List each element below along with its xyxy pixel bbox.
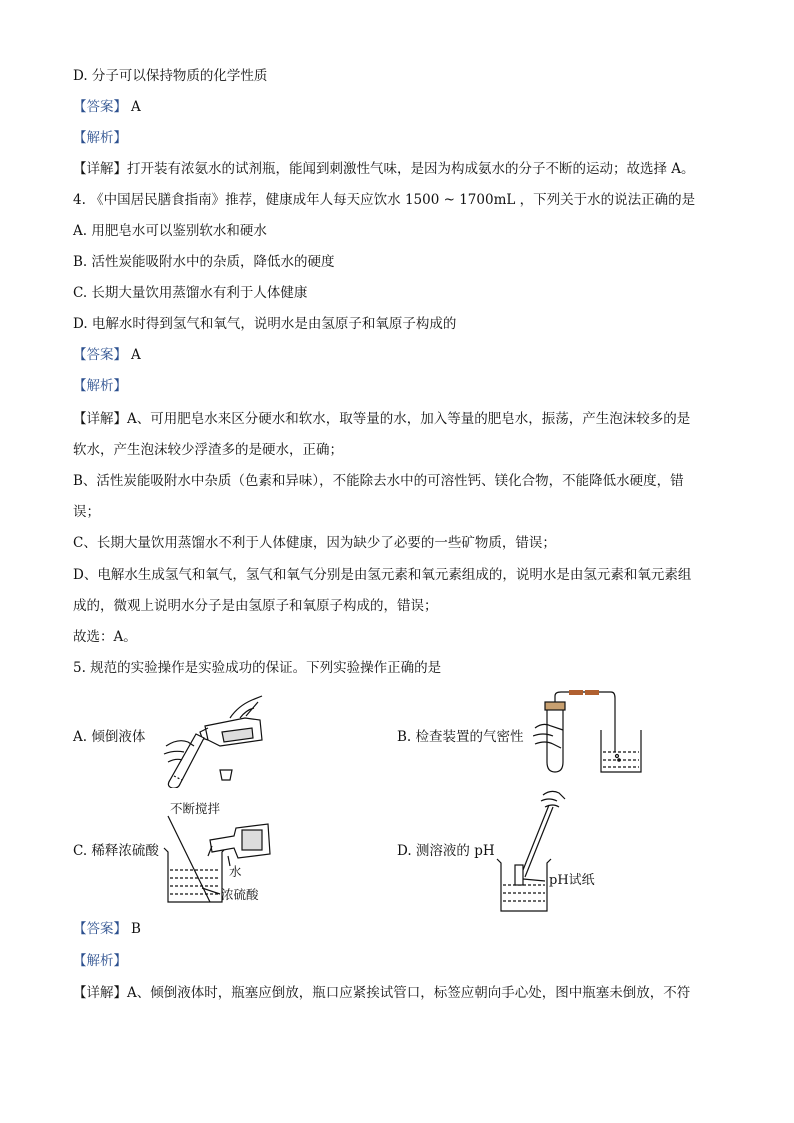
answer-value: A [131, 347, 141, 363]
analysis-tag: 【解析】 [73, 378, 127, 394]
detail-row [73, 160, 695, 178]
water-label: 水 [229, 864, 242, 879]
analysis-tag: 【解析】 [73, 953, 127, 969]
answer-row [73, 98, 141, 116]
q5-option-d-label: D. 测溶液的 pH [397, 843, 495, 859]
detail-line: 成的，微观上说明水分子是由氢原子和氧原子构成的，错误； [73, 598, 438, 614]
answer-tag: 【答案】 [73, 347, 127, 363]
detail-tag: 【详解】 [73, 985, 127, 1001]
detail-text: 打开装有浓氨水的试剂瓶，能闻到刺激性气味，是因为构成氨水的分子不断的运动；故选择 A。 [127, 161, 695, 177]
answer-tag: 【答案】 [73, 99, 127, 115]
answer-value: A [131, 99, 141, 115]
detail-line: 误； [73, 504, 100, 520]
detail-row [73, 984, 690, 1002]
option-d-q3: D. 分子可以保持物质的化学性质 [73, 68, 268, 84]
air-tightness-figure [533, 690, 663, 780]
stir-label: 不断搅拌 [170, 801, 221, 816]
detail-line: 软水，产生泡沫较少浮渣多的是硬水，正确； [73, 442, 343, 458]
answer-row [73, 920, 141, 938]
acid-label: 浓硫酸 [221, 887, 259, 902]
detail-line: 故选：A。 [73, 629, 137, 645]
answer-tag: 【答案】 [73, 921, 127, 937]
detail-text: A、倾倒液体时，瓶塞应倒放，瓶口应紧挨试管口，标签应朝向手心处，图中瓶塞未倒放，不符 [127, 985, 691, 1001]
q4-option-c: C. 长期大量饮用蒸馏水有利于人体健康 [73, 285, 308, 301]
q4-option-a: A. 用肥皂水可以鉴别软水和硬水 [73, 223, 267, 239]
question-5: 5. 规范的实验操作是实验成功的保证。下列实验操作正确的是 [73, 660, 442, 676]
detail-row [73, 410, 690, 428]
question-4: 4. 《中国居民膳食指南》推荐，健康成年人每天应饮水 1500 ~ 1700mL ，下列关于水的说法正确的是 [73, 192, 696, 208]
detail-line: C、长期大量饮用蒸馏水不利于人体健康，因为缺少了必要的一些矿物质，错误； [73, 535, 556, 551]
ph-test-figure [495, 785, 605, 915]
pouring-liquid-figure [160, 688, 280, 788]
detail-tag: 【详解】 [73, 411, 127, 427]
q4-option-b: B. 活性炭能吸附水中的杂质，降低水的硬度 [73, 254, 335, 270]
answer-value: B [131, 921, 141, 937]
detail-line: B、活性炭能吸附水中杂质（色素和异味），不能除去水中的可溶性钙、镁化合物，不能降低水硬度，错 [73, 473, 684, 489]
analysis-tag: 【解析】 [73, 130, 127, 146]
q4-option-d: D. 电解水时得到氢气和氧气，说明水是由氢原子和氧原子构成的 [73, 316, 457, 332]
q5-option-a-label: A. 倾倒液体 [73, 729, 146, 745]
detail-tag: 【详解】 [73, 161, 127, 177]
detail-line: D、电解水生成氢气和氧气，氢气和氧气分别是由氢元素和氧元素组成的，说明水是由氢元素和氧元素组 [73, 567, 692, 583]
q5-option-c-label: C. 稀释浓硫酸 [73, 843, 159, 859]
q5-option-b-label: B. 检查装置的气密性 [397, 729, 524, 745]
detail-text: A、可用肥皂水来区分硬水和软水，取等量的水，加入等量的肥皂水，振荡，产生泡沫较多的是 [127, 411, 691, 427]
ph-paper-label: pH试纸 [549, 873, 595, 888]
answer-row [73, 346, 141, 364]
